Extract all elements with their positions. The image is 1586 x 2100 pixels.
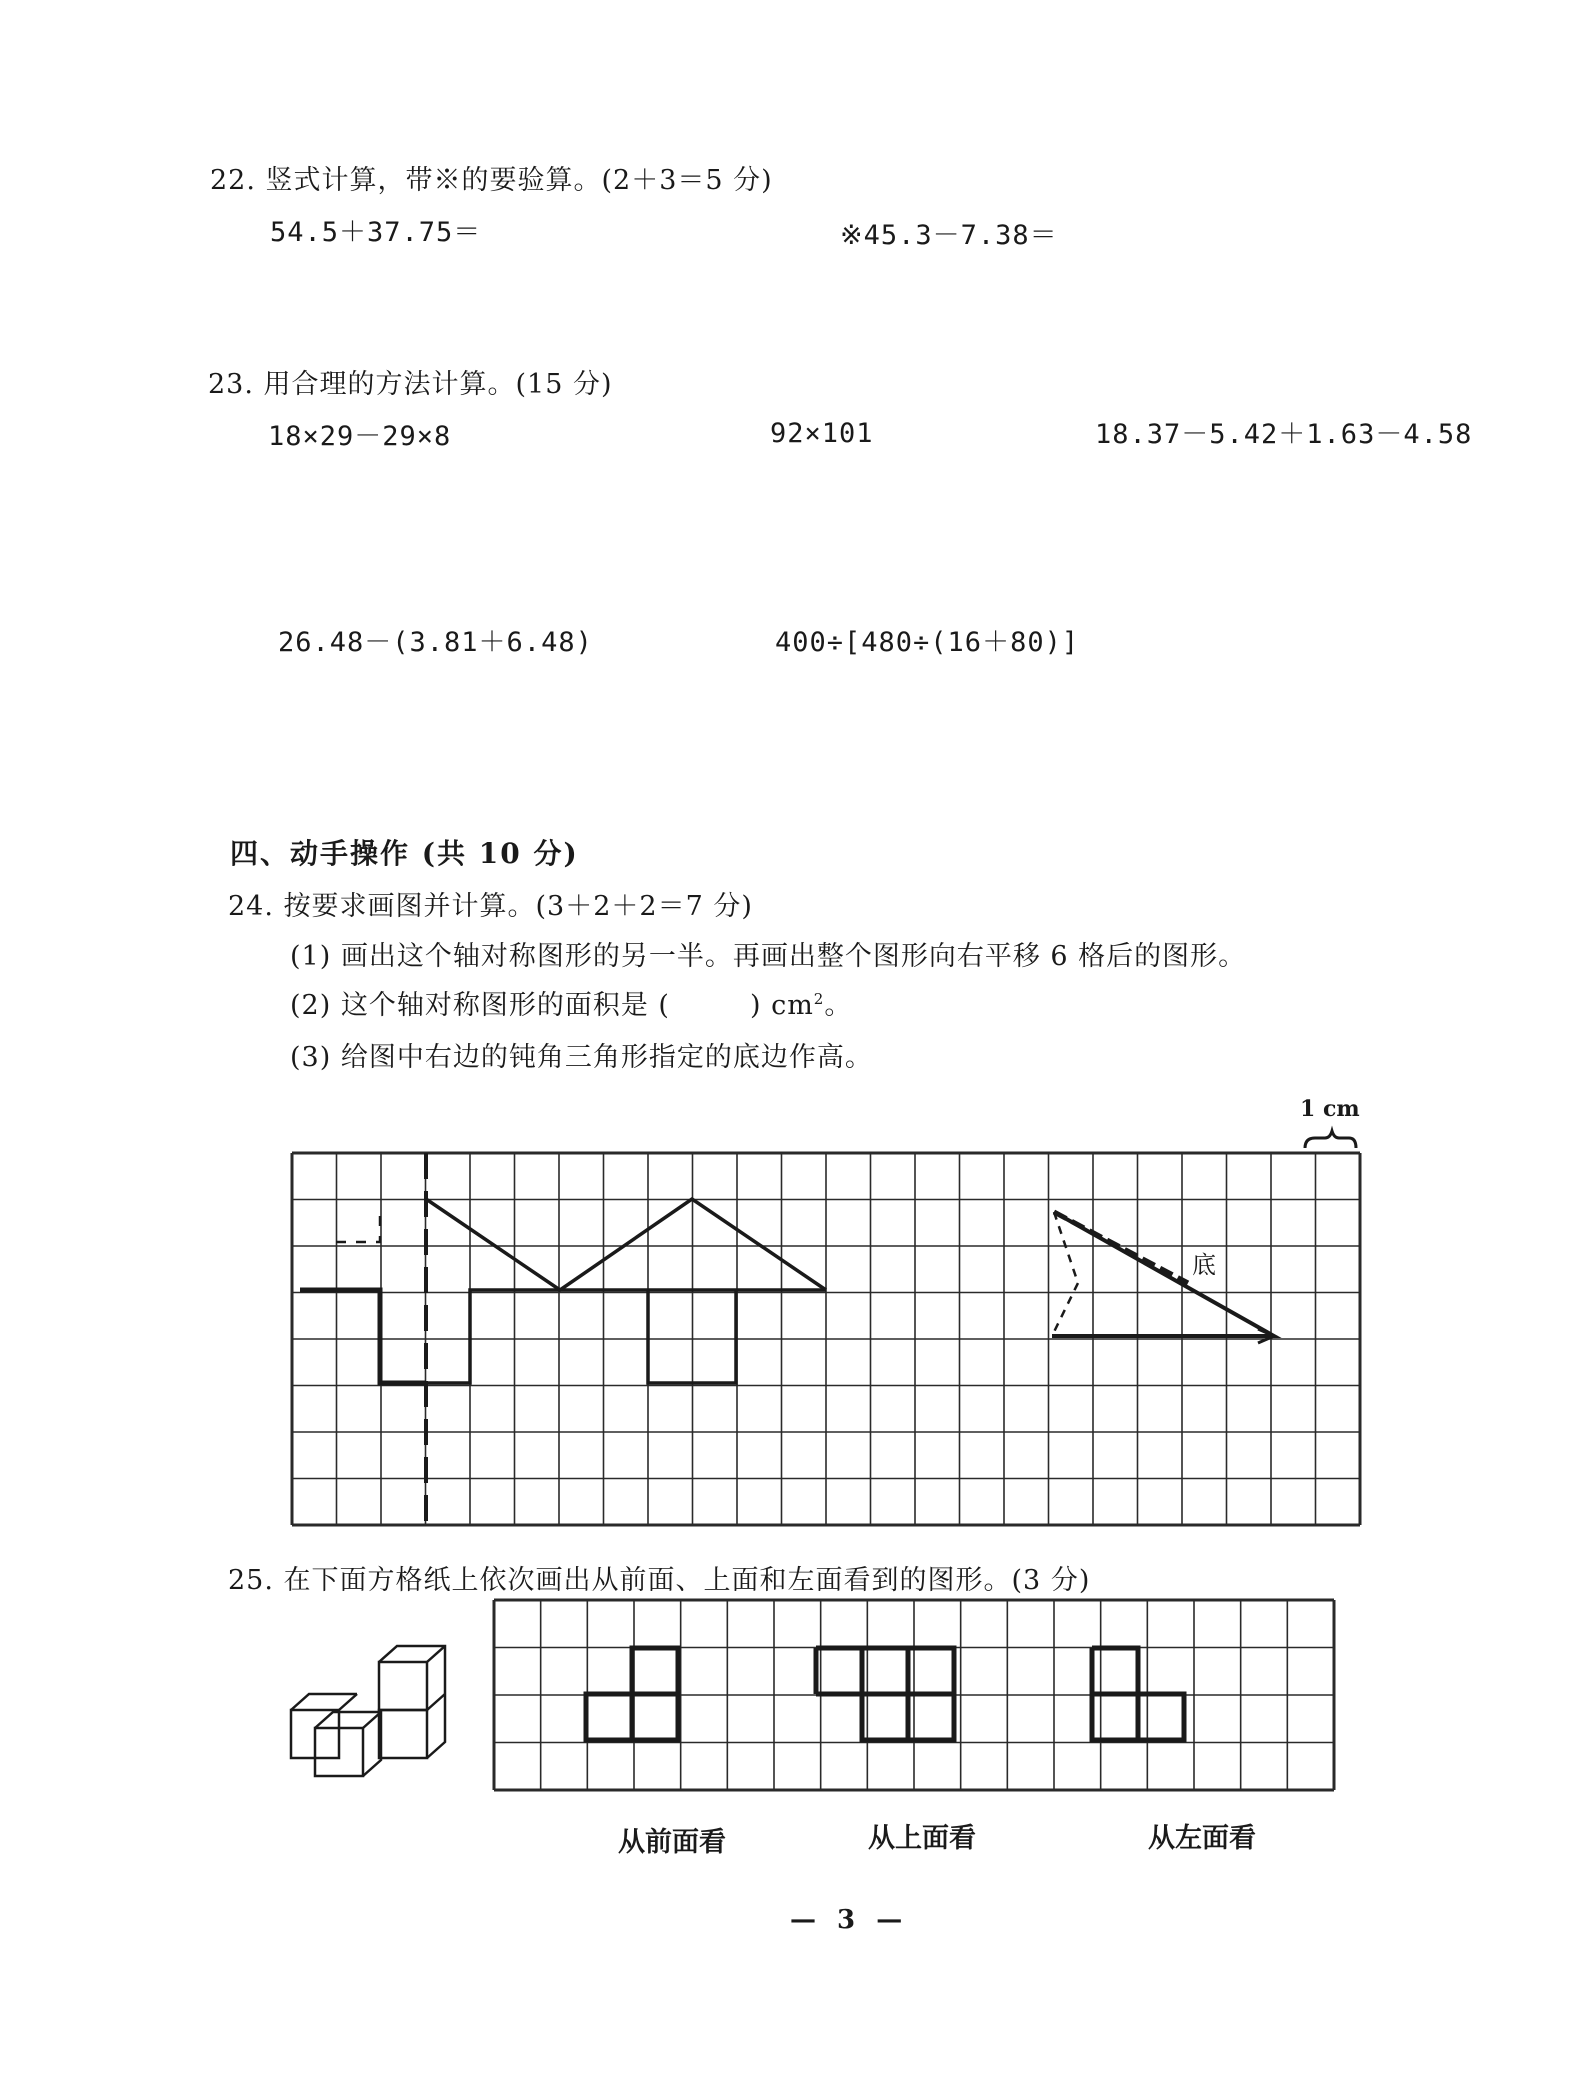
- label-left-view: 从左面看: [1148, 1823, 1256, 1854]
- q25-grid[interactable]: [494, 1600, 1334, 1790]
- label-front-view: 从前面看: [618, 1827, 726, 1858]
- q22-expr-1: 54.5＋37.75＝: [270, 217, 482, 248]
- left-half-outline: [300, 1290, 426, 1383]
- obtuse-triangle: [1052, 1212, 1274, 1336]
- q25-title: 25. 在下面方格纸上依次画出从前面、上面和左面看到的图形。(3 分): [228, 1565, 1091, 1596]
- scale-brace: [1300, 1128, 1360, 1152]
- grid-lines: [292, 1153, 1360, 1525]
- q23-expr-1: 18×29－29×8: [268, 421, 452, 452]
- q23-expr-3: 18.37－5.42＋1.63－4.58: [1095, 419, 1473, 450]
- front-view-drawing: [586, 1648, 678, 1740]
- q24-title: 24. 按要求画图并计算。(3＋2＋2＝7 分): [228, 891, 753, 922]
- section-4-title: 四、动手操作 (共 10 分): [230, 837, 579, 870]
- q24-sub-2-prefix: (2) 这个轴对称图形的面积是 (: [290, 990, 670, 1021]
- top-view-drawing: [816, 1648, 954, 1740]
- q23-title: 23. 用合理的方法计算。(15 分): [208, 369, 613, 400]
- left-view-drawing: [1092, 1648, 1184, 1740]
- q23-expr-5: 400÷[480÷(16＋80)]: [775, 627, 1080, 658]
- q22-expr-2: ※45.3－7.38＝: [840, 220, 1058, 251]
- height-dashed: [1052, 1212, 1078, 1336]
- q23-expr-4: 26.48－(3.81＋6.48): [278, 627, 593, 658]
- cube-stack-figure: [285, 1640, 455, 1790]
- q23-expr-2: 92×101: [770, 418, 874, 449]
- label-top-view: 从上面看: [868, 1823, 976, 1854]
- zigzag-line: [426, 1199, 826, 1290]
- q24-grid[interactable]: [292, 1153, 1360, 1525]
- base-label: 底: [1192, 1251, 1216, 1279]
- page-number: — 3 —: [790, 1905, 909, 1935]
- q24-sub-2-suffix: ) cm: [749, 990, 814, 1021]
- scale-label: 1 cm: [1300, 1096, 1360, 1122]
- dashed-left-sketch: [336, 1211, 380, 1242]
- q24-sub-1: (1) 画出这个轴对称图形的另一半。再画出整个图形向右平移 6 格后的图形。: [290, 941, 1247, 972]
- given-right-half: [426, 1290, 558, 1383]
- q24-sub-2-end: 。: [824, 990, 853, 1021]
- q22-title: 22. 竖式计算，带※的要验算。(2＋3＝5 分): [210, 165, 773, 196]
- q24-sub-2-exponent: 2: [813, 990, 825, 1008]
- q24-sub-2: [290, 983, 852, 1022]
- q24-sub-3: (3) 给图中右边的钝角三角形指定的底边作高。: [290, 1042, 873, 1073]
